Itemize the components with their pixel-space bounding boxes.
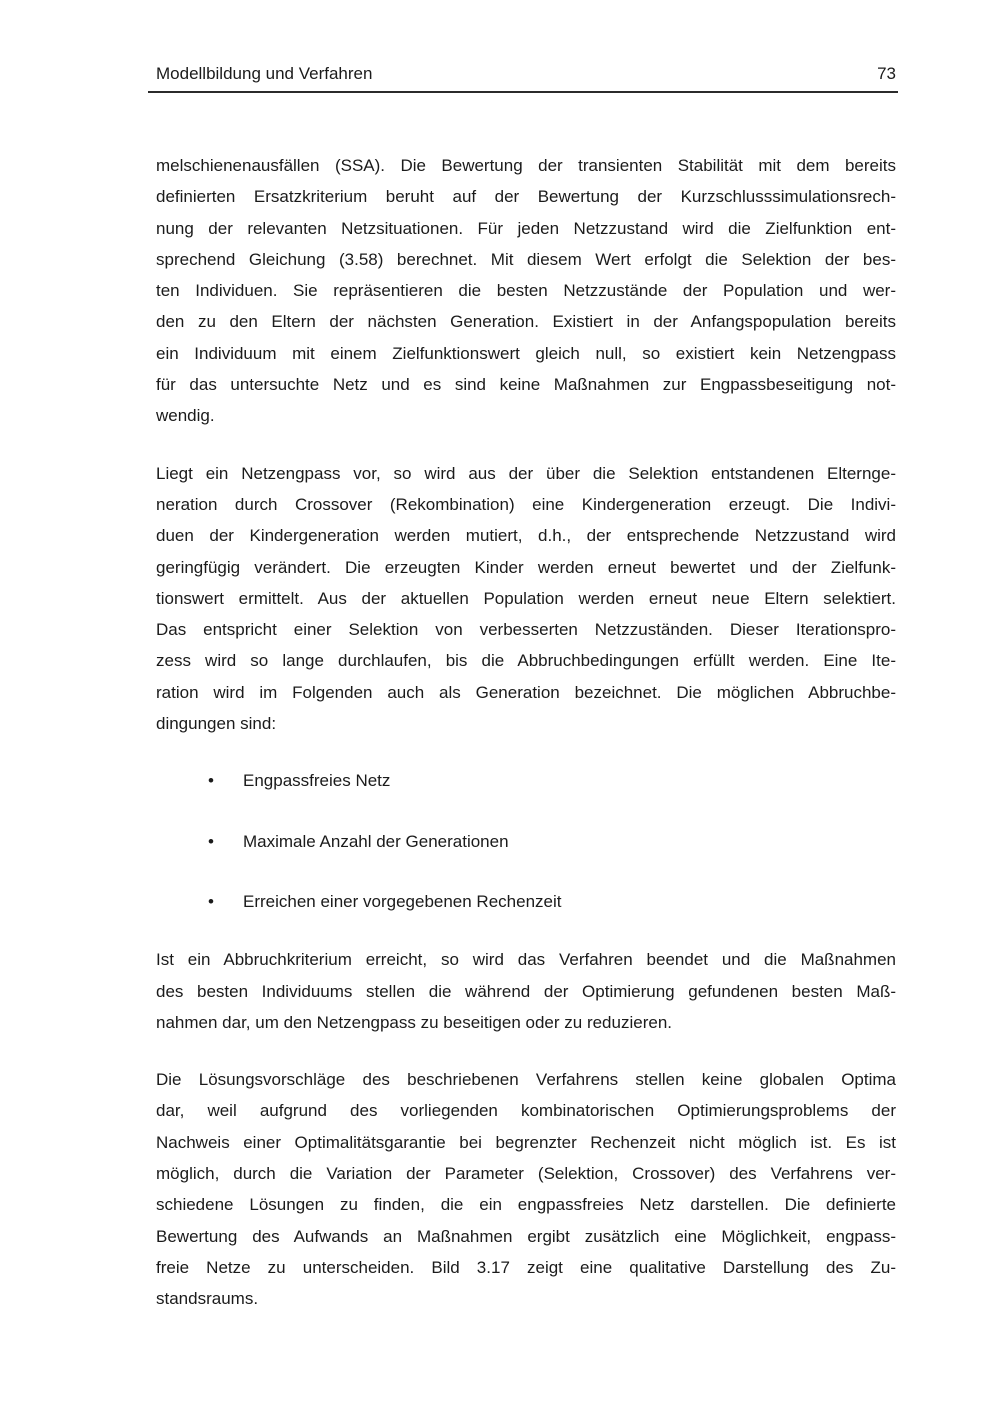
list-item (156, 886, 896, 917)
text-line: definierten Ersatzkriterium beruht auf der Bewertung der Kurzschlusssimulationsrech- (156, 187, 896, 207)
paragraph-2 (156, 458, 896, 740)
text-line: geringfügig verändert. Die erzeugten Kinder werden erneut bewertet und der Zielfunk- (156, 557, 896, 577)
bullet-icon: • (208, 771, 214, 791)
bullet-icon: • (208, 891, 214, 911)
list-item-label: Erreichen einer vorgegebenen Rechenzeit (243, 891, 562, 911)
header-divider (148, 91, 898, 93)
running-header-row (156, 64, 896, 84)
text-line: nahmen dar, um den Netzengpass zu beseitigen oder zu reduzieren. (156, 1012, 672, 1032)
list-item (156, 826, 896, 857)
list-item-label: Maximale Anzahl der Generationen (243, 831, 509, 851)
text-line: dar, weil aufgrund des vorliegenden kombinatorischen Optimierungsproblems der (156, 1101, 896, 1121)
text-line: Bewertung des Aufwands an Maßnahmen ergibt zusätzlich eine Möglichkeit, engpass- (156, 1226, 896, 1246)
text-line: Liegt ein Netzengpass vor, so wird aus der über die Selektion entstandenen Elternge- (156, 463, 896, 483)
abort-conditions-list (156, 765, 896, 917)
text-line: ration wird im Folgenden auch als Generation bezeichnet. Die möglichen Abbruchbe- (156, 682, 896, 702)
page-body (156, 150, 896, 1315)
text-line: sprechend Gleichung (3.58) berechnet. Mit diesem Wert erfolgt die Selektion der bes- (156, 249, 896, 269)
text-line: Ist ein Abbruchkriterium erreicht, so wird das Verfahren beendet und die Maßnahmen (156, 950, 896, 970)
text-line: Nachweis einer Optimalitätsgarantie bei begrenzter Rechenzeit nicht möglich ist. Es ist (156, 1132, 896, 1152)
list-item-label: Engpassfreies Netz (243, 771, 391, 791)
text-line: für das untersuchte Netz und es sind keine Maßnahmen zur Engpassbeseitigung not- (156, 375, 896, 395)
text-line: tionswert ermittelt. Aus der aktuellen Population werden erneut neue Eltern selektiert. (156, 588, 896, 608)
text-line: den zu den Eltern der nächsten Generation. Existiert in der Anfangspopulation bereits (156, 312, 896, 332)
paragraph-4 (156, 1064, 896, 1314)
paragraph-3 (156, 944, 896, 1038)
text-line: standsraums. (156, 1289, 259, 1309)
bullet-icon: • (208, 831, 214, 851)
text-line: zess wird so lange durchlaufen, bis die Abbruchbedingungen erfüllt werden. Eine Ite- (156, 651, 896, 671)
text-line: nung der relevanten Netzsituationen. Für jeden Netzzustand wird die Zielfunktion ent- (156, 218, 896, 238)
text-line: möglich, durch die Variation der Parameter (Selektion, Crossover) des Verfahrens ver- (156, 1164, 896, 1184)
text-line: ten Individuen. Sie repräsentieren die besten Netzzustände der Population und wer- (156, 281, 896, 301)
text-line: freie Netze zu unterscheiden. Bild 3.17 zeigt eine qualitative Darstellung des Zu- (156, 1257, 896, 1277)
text-line: duen der Kindergeneration werden mutiert, d.h., der entsprechende Netzzustand wird (156, 526, 896, 546)
text-line: des besten Individuums stellen die während der Optimierung gefundenen besten Maß- (156, 981, 896, 1001)
text-line: wendig. (156, 406, 215, 426)
running-header-title: Modellbildung und Verfahren (156, 64, 373, 83)
text-line: ein Individuum mit einem Zielfunktionswert gleich null, so existiert kein Netzengpass (156, 343, 896, 363)
list-item (156, 765, 896, 796)
text-line: Die Lösungsvorschläge des beschriebenen Verfahrens stellen keine globalen Optima (156, 1070, 896, 1090)
text-line: neration durch Crossover (Rekombination) eine Kindergeneration erzeugt. Die Indivi- (156, 494, 896, 514)
text-line: Das entspricht einer Selektion von verbesserten Netzzuständen. Dieser Iterationspro- (156, 620, 896, 640)
text-line: melschienenausfällen (SSA). Die Bewertung der transienten Stabilität mit dem bereits (156, 156, 896, 175)
paragraph-1 (156, 150, 896, 432)
page-number: 73 (877, 64, 896, 83)
text-line: dingungen sind: (156, 714, 277, 734)
text-line: schiedene Lösungen zu finden, die ein engpassfreies Netz darstellen. Die definierte (156, 1195, 896, 1215)
page-header (0, 0, 1000, 93)
